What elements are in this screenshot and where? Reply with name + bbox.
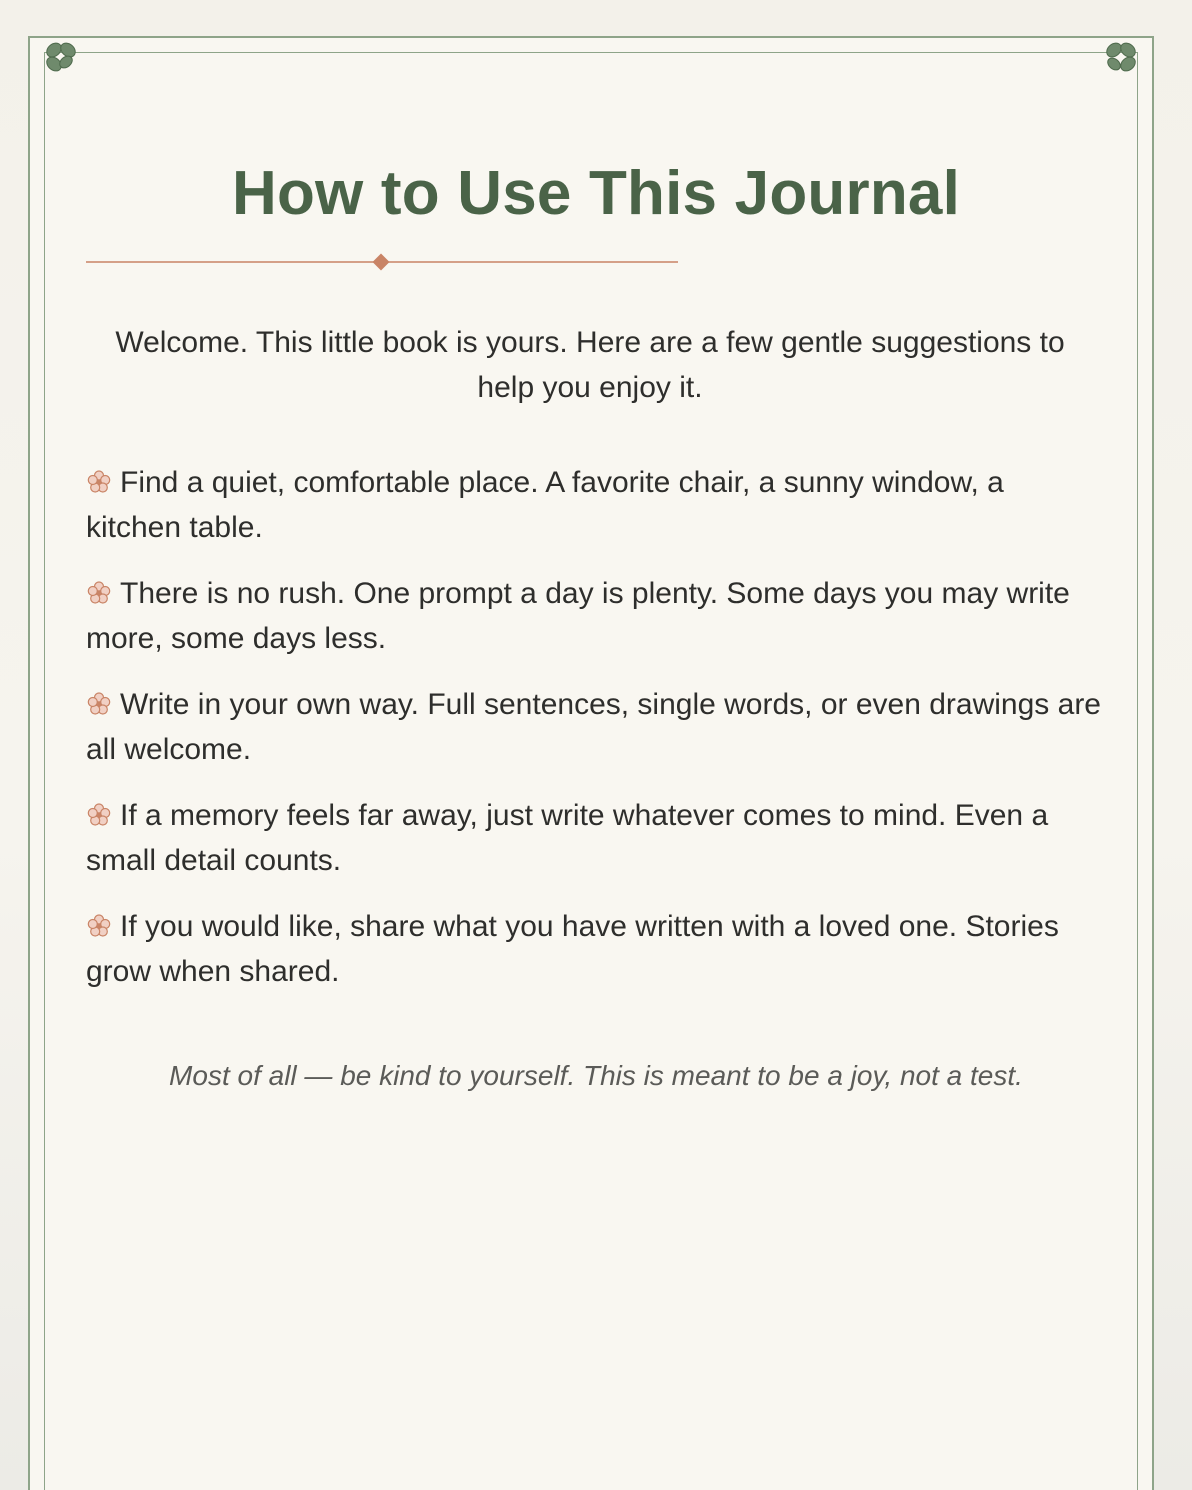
tip-text: Write in your own way. Full sentences, single words, or even drawings are all welcome. [86, 688, 1101, 766]
list-item [86, 460, 1106, 550]
diamond-icon [373, 254, 390, 271]
list-item [86, 904, 1106, 994]
tip-text: There is no rush. One prompt a day is plenty. Some days you may write more, some days less. [86, 577, 1070, 655]
flower-icon [86, 802, 112, 828]
flower-icon [86, 580, 112, 606]
intro-text: Welcome. This little book is yours. Here are a few gentle suggestions to help you enjoy it. [115, 326, 1065, 404]
closing-note: Most of all — be kind to yourself. This is meant to be a joy, not a test. [169, 1060, 1023, 1091]
flower-icon [86, 913, 112, 939]
flower-icon [86, 691, 112, 717]
page-title: How to Use This Journal [231, 159, 960, 228]
clover-leaf-icon [40, 36, 84, 80]
tip-text: Find a quiet, comfortable place. A favorite chair, a sunny window, a kitchen table. [86, 466, 1004, 544]
flower-icon [86, 469, 112, 495]
list-item [86, 793, 1106, 883]
tips-list [86, 460, 1106, 1015]
clover-leaf-icon [1098, 36, 1142, 80]
list-item [86, 682, 1106, 772]
tip-text: If a memory feels far away, just write whatever comes to mind. Even a small detail counts. [86, 799, 1049, 877]
title-divider [86, 252, 678, 272]
list-item [86, 571, 1106, 661]
tip-text: If you would like, share what you have written with a loved one. Stories grow when shared. [86, 910, 1059, 988]
